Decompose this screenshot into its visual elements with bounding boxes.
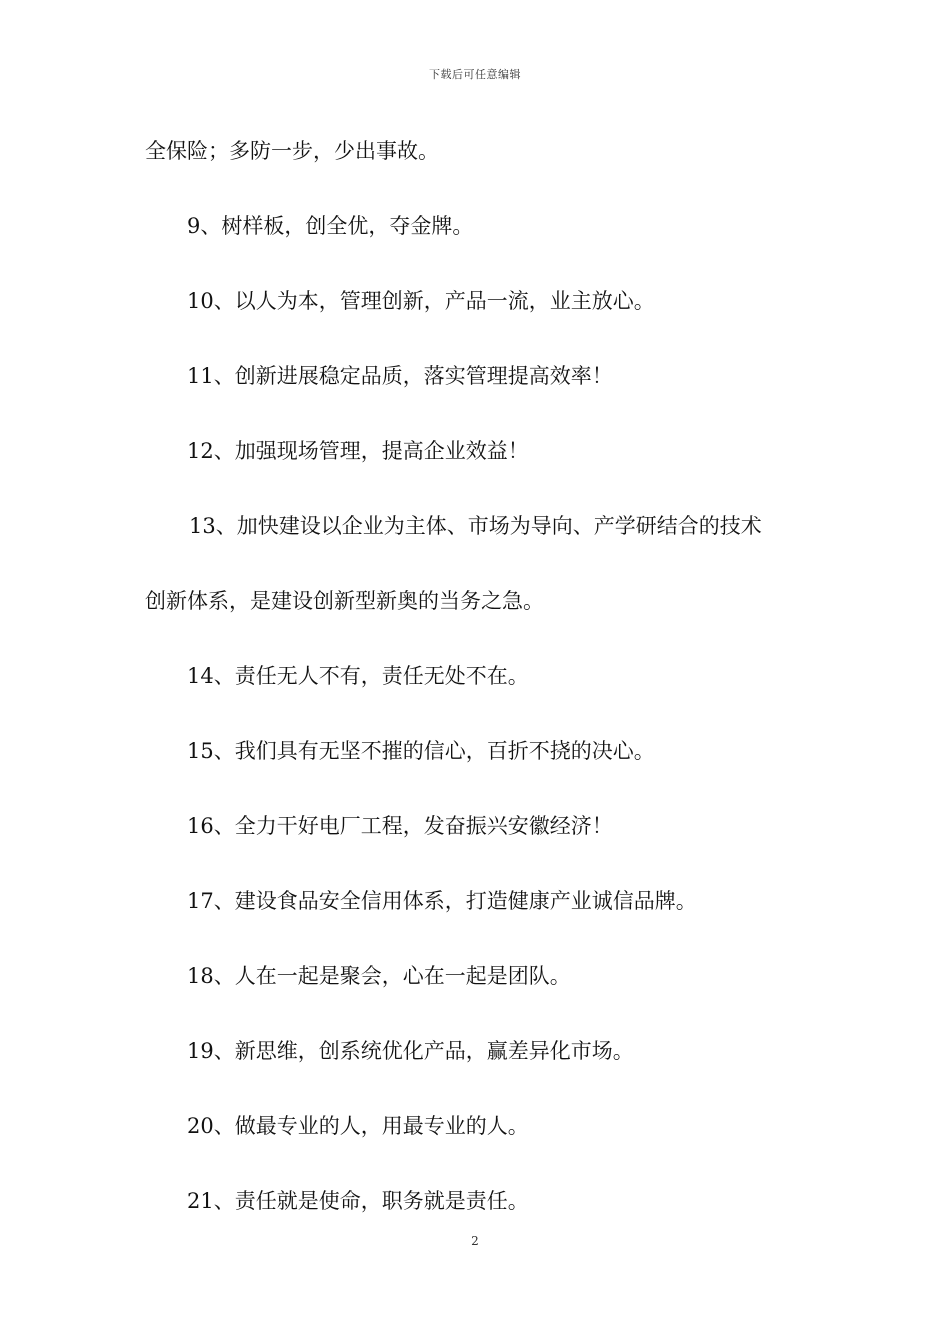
paragraph-line: 14、责任无人不有，责任无处不在。 — [187, 664, 529, 688]
paragraph-line: 9、树样板，创全优，夺金牌。 — [187, 214, 474, 238]
paragraph-line: 16、全力干好电厂工程，发奋振兴安徽经济！ — [187, 814, 613, 838]
paragraph-line: 20、做最专业的人，用最专业的人。 — [187, 1114, 529, 1138]
paragraph-line: 17、建设食品安全信用体系，打造健康产业诚信品牌。 — [187, 889, 697, 913]
paragraph-line: 10、以人为本，管理创新，产品一流，业主放心。 — [187, 289, 655, 313]
paragraph-line: 19、新思维，创系统优化产品，赢差异化市场。 — [187, 1039, 634, 1063]
paragraph-line: 15、我们具有无坚不摧的信心，百折不挠的决心。 — [187, 739, 655, 763]
paragraph-line: 创新体系，是建设创新型新奥的当务之急。 — [145, 589, 544, 613]
page-number: 2 — [471, 1234, 479, 1248]
page-header: 下载后可任意编辑 — [429, 68, 521, 81]
paragraph-line: 全保险；多防一步，少出事故。 — [145, 139, 439, 163]
paragraph-line: 18、人在一起是聚会，心在一起是团队。 — [187, 964, 571, 988]
paragraph-line: 21、责任就是使命，职务就是责任。 — [187, 1189, 529, 1213]
paragraph-line: 13、加快建设以企业为主体、市场为导向、产学研结合的技术 — [189, 514, 762, 538]
paragraph-line: 11、创新进展稳定品质，落实管理提高效率！ — [187, 364, 613, 388]
paragraph-line: 12、加强现场管理，提高企业效益！ — [187, 439, 529, 463]
